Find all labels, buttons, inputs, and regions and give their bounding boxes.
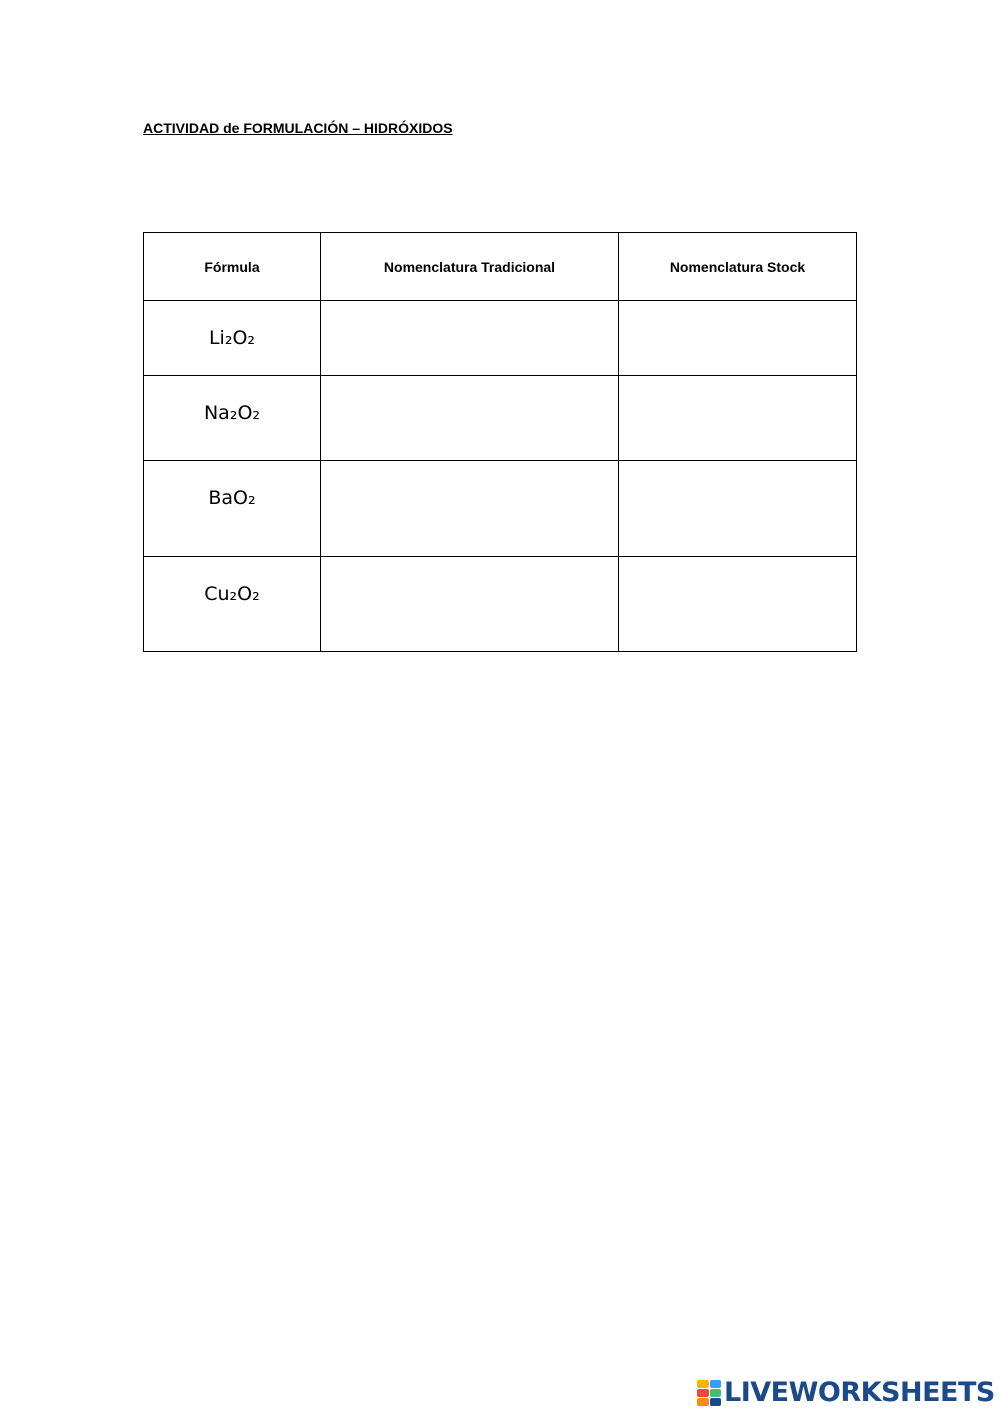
tradicional-answer-cell[interactable] [321,557,619,652]
formula-cell [144,461,321,557]
header-nomenclatura-tradicional: Nomenclatura Tradicional [321,233,619,301]
formulation-table [143,232,857,652]
table-row [144,301,857,376]
logo-block [710,1389,722,1397]
header-nomenclatura-stock: Nomenclatura Stock [619,233,857,301]
tradicional-answer-cell[interactable] [321,376,619,461]
formula-li2o2: Li₂O₂ [208,327,256,349]
table-row [144,461,857,557]
logo-block [697,1380,709,1388]
header-formula: Fórmula [144,233,321,301]
table-header-row [144,233,857,301]
formula-bao2: BaO₂ [208,487,256,509]
tradicional-answer-cell[interactable] [321,301,619,376]
formula-cu2o2: Cu₂O₂ [204,583,260,605]
liveworksheets-logo-icon [697,1380,721,1406]
liveworksheets-brand-text: LIVEWORKSHEETS [724,1377,995,1408]
logo-block [697,1389,709,1397]
table-row [144,376,857,461]
stock-answer-cell[interactable] [619,461,857,557]
formula-cell [144,376,321,461]
stock-answer-cell[interactable] [619,557,857,652]
worksheet-title: ACTIVIDAD de FORMULACIÓN – HIDRÓXIDOS [143,120,453,136]
tradicional-answer-cell[interactable] [321,461,619,557]
liveworksheets-logo [697,1377,995,1409]
formula-cell [144,557,321,652]
formula-cell [144,301,321,376]
logo-block [710,1398,722,1406]
logo-block [710,1380,722,1388]
formula-na2o2: Na₂O₂ [203,402,261,424]
logo-block [697,1398,709,1406]
table-row [144,557,857,652]
stock-answer-cell[interactable] [619,301,857,376]
stock-answer-cell[interactable] [619,376,857,461]
